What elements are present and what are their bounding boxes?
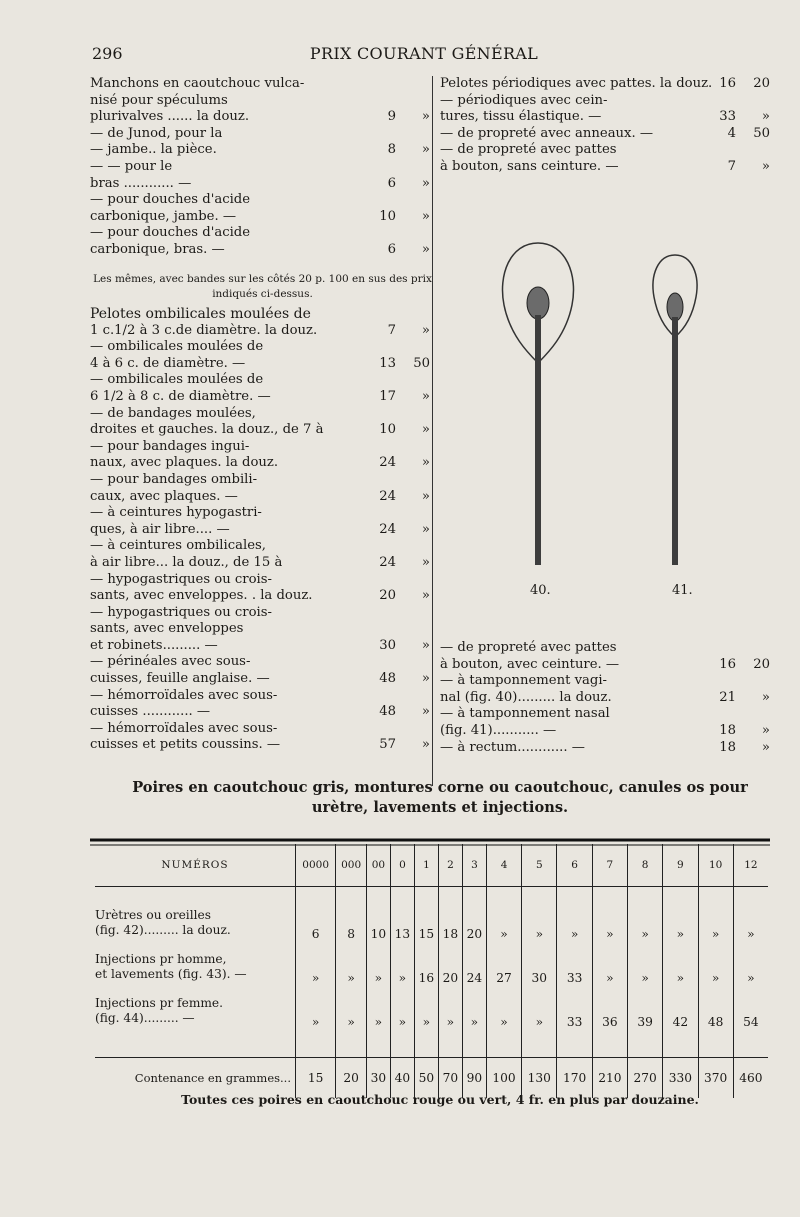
table-cell: » bbox=[733, 887, 768, 946]
item-label: Manchons en caoutchouc vulca- bbox=[90, 76, 305, 91]
price-centimes: » bbox=[421, 175, 430, 191]
list-item bbox=[90, 704, 430, 721]
contenance-cell: 30 bbox=[366, 1058, 390, 1099]
column-header: 0 bbox=[390, 844, 414, 887]
item-label: bras ............ — bbox=[90, 175, 192, 191]
list-item bbox=[90, 721, 430, 738]
price-francs: 30 bbox=[379, 637, 396, 653]
item-label: — hémorroïdales avec sous- bbox=[90, 720, 278, 736]
list-item bbox=[90, 605, 430, 622]
item-label: tures, tissu élastique. — bbox=[440, 109, 602, 125]
item-label: — jambe.. la pièce. bbox=[90, 142, 217, 158]
table-cell: 39 bbox=[627, 989, 662, 1033]
price-francs: 8 bbox=[387, 142, 396, 158]
list-item bbox=[440, 159, 770, 176]
list-item bbox=[90, 671, 430, 688]
list-item bbox=[90, 159, 430, 176]
column-header: 000 bbox=[336, 844, 367, 887]
table-row bbox=[95, 989, 768, 1033]
column-header: 10 bbox=[698, 844, 733, 887]
item-label: — ombilicales moulées de bbox=[90, 339, 264, 355]
item-label: — de propreté avec pattes bbox=[440, 142, 617, 158]
table-cell: 8 bbox=[336, 887, 367, 946]
table-cell: » bbox=[663, 887, 698, 946]
right-column-bottom bbox=[440, 640, 770, 756]
price-francs: 33 bbox=[719, 109, 736, 125]
column-header: 00 bbox=[366, 844, 390, 887]
list-item bbox=[90, 505, 430, 522]
price-francs: 7 bbox=[727, 158, 736, 174]
row-label-line1: Injections pr femme. bbox=[95, 996, 224, 1010]
price-francs: 24 bbox=[379, 554, 396, 570]
list-item bbox=[90, 323, 430, 340]
page-number: 296 bbox=[92, 44, 123, 63]
contenance-cell: 210 bbox=[592, 1058, 627, 1099]
list-item bbox=[90, 737, 430, 754]
table-cell: 18 bbox=[438, 887, 462, 946]
table-cell: » bbox=[336, 989, 367, 1033]
table-cell: » bbox=[698, 887, 733, 946]
list-item bbox=[90, 406, 430, 423]
column-header: 8 bbox=[627, 844, 662, 887]
price-centimes: » bbox=[421, 588, 430, 604]
price-centimes: 50 bbox=[753, 125, 770, 141]
table-cell: » bbox=[462, 989, 486, 1033]
column-divider bbox=[432, 76, 433, 786]
price-francs: 10 bbox=[379, 422, 396, 438]
table-cell: 24 bbox=[462, 945, 486, 989]
table-cell: » bbox=[390, 989, 414, 1033]
contenance-label: Contenance en grammes... bbox=[134, 1071, 291, 1085]
row-label bbox=[95, 989, 296, 1033]
table-cell: » bbox=[438, 989, 462, 1033]
figure-41-illustration bbox=[653, 255, 697, 565]
list-item bbox=[90, 555, 430, 572]
price-centimes: » bbox=[421, 488, 430, 504]
footer-note: Toutes ces poires en caoutchouc rouge ou vert, 4 fr. en plus par douzaine. bbox=[181, 1092, 699, 1107]
item-label: 6 1/2 à 8 c. de diamètre. — bbox=[90, 388, 271, 404]
item-label: (fig. 41)........... — bbox=[440, 722, 557, 738]
price-francs: 18 bbox=[719, 739, 736, 755]
table-row bbox=[95, 887, 768, 946]
contenance-cell: 460 bbox=[733, 1058, 768, 1099]
list-item bbox=[90, 356, 430, 373]
item-label: — périodiques avec cein- bbox=[440, 92, 608, 108]
table-cell: » bbox=[733, 945, 768, 989]
item-label: Pelotes périodiques avec pattes. la douz. bbox=[440, 76, 713, 91]
price-francs: 21 bbox=[719, 689, 736, 705]
price-francs: 6 bbox=[387, 241, 396, 257]
column-header: 9 bbox=[663, 844, 698, 887]
item-label: carbonique, jambe. — bbox=[90, 208, 237, 224]
list-item bbox=[440, 142, 770, 159]
price-centimes: » bbox=[761, 158, 770, 174]
page-header bbox=[92, 44, 756, 66]
spacer-row bbox=[95, 1033, 768, 1058]
price-centimes: » bbox=[421, 109, 430, 125]
item-label: — périnéales avec sous- bbox=[90, 654, 251, 670]
price-francs: 10 bbox=[379, 208, 396, 224]
list-item bbox=[90, 638, 430, 655]
item-label: — — pour le bbox=[90, 158, 173, 174]
list-item bbox=[90, 142, 430, 159]
table-cell: » bbox=[486, 989, 521, 1033]
table-cell: 42 bbox=[663, 989, 698, 1033]
item-label: caux, avec plaques. — bbox=[90, 488, 238, 504]
table-cell: » bbox=[296, 989, 336, 1033]
item-label: sants, avec enveloppes bbox=[90, 621, 244, 637]
price-francs: 16 bbox=[719, 76, 736, 91]
price-francs: 17 bbox=[379, 388, 396, 404]
table-cell: 6 bbox=[296, 887, 336, 946]
column-header: 7 bbox=[592, 844, 627, 887]
table-cell: » bbox=[336, 945, 367, 989]
table-cell: 30 bbox=[522, 945, 557, 989]
price-francs: 48 bbox=[379, 671, 396, 687]
table-cell: » bbox=[592, 887, 627, 946]
row-label-line1: Injections pr homme, bbox=[95, 952, 227, 966]
contenance-cell: 370 bbox=[698, 1058, 733, 1099]
section-title: Poires en caoutchouc gris, montures corne ou caoutchouc, canules os pour urètre, lavements et injections. bbox=[132, 779, 748, 816]
item-label: — pour bandages ingui- bbox=[90, 438, 250, 454]
price-francs: 48 bbox=[379, 704, 396, 720]
price-centimes: » bbox=[421, 554, 430, 570]
table-cell: 33 bbox=[557, 989, 592, 1033]
table-cell: » bbox=[663, 945, 698, 989]
table-cell: » bbox=[592, 945, 627, 989]
item-label: 1 c.1/2 à 3 c.de diamètre. la douz. bbox=[90, 322, 318, 338]
running-title: PRIX COURANT GÉNÉRAL bbox=[309, 44, 539, 63]
price-centimes: » bbox=[421, 241, 430, 257]
item-label: — de bandages moulées, bbox=[90, 405, 256, 421]
table-cell: » bbox=[557, 887, 592, 946]
list-item bbox=[90, 93, 430, 110]
column-header: 4 bbox=[486, 844, 521, 887]
price-centimes: 20 bbox=[753, 76, 770, 91]
table-cell: » bbox=[486, 887, 521, 946]
contenance-cell: 270 bbox=[627, 1058, 662, 1099]
price-centimes: » bbox=[421, 322, 430, 338]
price-francs: 18 bbox=[719, 722, 736, 738]
table-cell: » bbox=[698, 945, 733, 989]
item-label: — de propreté avec pattes bbox=[440, 640, 617, 655]
list-item bbox=[90, 588, 430, 605]
table-cell: » bbox=[366, 945, 390, 989]
item-label: cuisses et petits coussins. — bbox=[90, 737, 281, 753]
list-item bbox=[90, 242, 430, 259]
list-item bbox=[440, 93, 770, 110]
list-item bbox=[90, 621, 430, 638]
table-cell: 16 bbox=[414, 945, 438, 989]
price-francs: 24 bbox=[379, 488, 396, 504]
table-cell: 27 bbox=[486, 945, 521, 989]
column-header: 3 bbox=[462, 844, 486, 887]
table-cell: 48 bbox=[698, 989, 733, 1033]
price-centimes: » bbox=[421, 208, 430, 224]
item-label: ques, à air libre.... — bbox=[90, 521, 230, 537]
item-label: — à ceintures hypogastri- bbox=[90, 505, 262, 521]
price-centimes: » bbox=[421, 704, 430, 720]
list-item bbox=[90, 372, 430, 389]
item-label: cuisses, feuille anglaise. — bbox=[90, 671, 270, 687]
list-item bbox=[90, 209, 430, 226]
pelotes-heading: Pelotes ombilicales moulées de bbox=[90, 306, 311, 322]
item-label: — hémorroïdales avec sous- bbox=[90, 687, 278, 703]
item-label: à air libre... la douz., de 15 à bbox=[90, 554, 283, 570]
table-cell: 10 bbox=[366, 887, 390, 946]
list-item bbox=[440, 740, 770, 757]
price-francs: 20 bbox=[379, 588, 396, 604]
list-item bbox=[90, 522, 430, 539]
row-label bbox=[95, 887, 296, 946]
list-item bbox=[90, 225, 430, 242]
list-item bbox=[90, 389, 430, 406]
table-cell: 54 bbox=[733, 989, 768, 1033]
price-francs: 57 bbox=[379, 737, 396, 753]
contenance-cell: 330 bbox=[663, 1058, 698, 1099]
row-label-line2: (fig. 42)......... la douz. bbox=[95, 923, 231, 937]
list-item bbox=[90, 489, 430, 506]
price-table bbox=[95, 844, 768, 1098]
column-header: 5 bbox=[522, 844, 557, 887]
item-label: — à ceintures ombilicales, bbox=[90, 538, 266, 554]
list-item bbox=[90, 472, 430, 489]
contenance-cell: 20 bbox=[336, 1058, 367, 1099]
list-item bbox=[440, 640, 770, 657]
list-item bbox=[440, 723, 770, 740]
list-item bbox=[440, 690, 770, 707]
list-item bbox=[90, 126, 430, 143]
list-item bbox=[90, 654, 430, 671]
price-francs: 4 bbox=[727, 125, 736, 141]
table-cell: 20 bbox=[462, 887, 486, 946]
price-francs: 24 bbox=[379, 455, 396, 471]
list-item bbox=[90, 176, 430, 193]
price-centimes: » bbox=[761, 739, 770, 755]
item-label: plurivalves ...... la douz. bbox=[90, 109, 250, 125]
item-label: — pour bandages ombili- bbox=[90, 471, 258, 487]
list-item bbox=[90, 339, 430, 356]
column-header: 12 bbox=[733, 844, 768, 887]
price-francs: 16 bbox=[719, 656, 736, 672]
list-item bbox=[90, 455, 430, 472]
item-label: carbonique, bras. — bbox=[90, 241, 225, 257]
row-label-line1: Urètres ou oreilles bbox=[95, 908, 211, 922]
list-item bbox=[90, 76, 430, 93]
item-label: — à tamponnement vagi- bbox=[440, 673, 607, 689]
price-francs: 9 bbox=[387, 109, 396, 125]
price-centimes: » bbox=[421, 671, 430, 687]
table-cell: » bbox=[390, 945, 414, 989]
table-row bbox=[95, 945, 768, 989]
price-francs: 7 bbox=[387, 322, 396, 338]
table-cell: » bbox=[522, 989, 557, 1033]
price-centimes: » bbox=[421, 521, 430, 537]
table-header-row bbox=[95, 844, 768, 887]
table-cell: 15 bbox=[414, 887, 438, 946]
item-label: à bouton, avec ceinture. — bbox=[440, 656, 620, 672]
item-label: — hypogastriques ou crois- bbox=[90, 571, 272, 587]
column-header: 1 bbox=[414, 844, 438, 887]
header-label: NUMÉROS bbox=[95, 844, 296, 887]
item-label: — ombilicales moulées de bbox=[90, 372, 264, 388]
contenance-cell: 40 bbox=[390, 1058, 414, 1099]
item-label: et robinets......... — bbox=[90, 637, 218, 653]
pessary-illustrations bbox=[490, 235, 710, 590]
row-label bbox=[95, 945, 296, 989]
pelotes-ombilicales-list bbox=[90, 306, 430, 754]
list-item bbox=[90, 538, 430, 555]
list-item bbox=[90, 422, 430, 439]
price-centimes: » bbox=[421, 388, 430, 404]
item-label: cuisses ............ — bbox=[90, 704, 211, 720]
price-centimes: 20 bbox=[753, 656, 770, 672]
list-item bbox=[440, 109, 770, 126]
item-label: nisé pour spéculums bbox=[90, 92, 228, 108]
price-centimes: » bbox=[761, 109, 770, 125]
price-centimes: » bbox=[421, 637, 430, 653]
table-cell: » bbox=[627, 945, 662, 989]
price-centimes: » bbox=[421, 737, 430, 753]
column-header: 2 bbox=[438, 844, 462, 887]
price-centimes: » bbox=[761, 722, 770, 738]
item-label: — de propreté avec anneaux. — bbox=[440, 125, 654, 141]
item-label: sants, avec enveloppes. . la douz. bbox=[90, 588, 313, 604]
contenance-cell: 50 bbox=[414, 1058, 438, 1099]
right-column-top bbox=[440, 76, 770, 176]
row-label-line2: (fig. 44)......... — bbox=[95, 1011, 195, 1025]
item-label: à bouton, sans ceinture. — bbox=[440, 158, 619, 174]
item-label: — de Junod, pour la bbox=[90, 125, 223, 141]
column-header: 6 bbox=[557, 844, 592, 887]
contenance-cell: 15 bbox=[296, 1058, 336, 1099]
item-label: — hypogastriques ou crois- bbox=[90, 604, 272, 620]
price-centimes: » bbox=[421, 422, 430, 438]
list-item bbox=[90, 192, 430, 209]
item-label: — pour douches d'acide bbox=[90, 192, 251, 208]
item-label: naux, avec plaques. la douz. bbox=[90, 455, 279, 471]
table-cell: 20 bbox=[438, 945, 462, 989]
price-note: Les mêmes, avec bandes sur les côtés 20 p. 100 en sus des prix indiqués ci-dessus. bbox=[93, 273, 432, 300]
table-cell: » bbox=[522, 887, 557, 946]
table-cell: 13 bbox=[390, 887, 414, 946]
item-label: — à tamponnement nasal bbox=[440, 706, 610, 722]
item-label: nal (fig. 40)......... la douz. bbox=[440, 689, 612, 705]
row-label-line2: et lavements (fig. 43). — bbox=[95, 967, 247, 981]
list-item bbox=[90, 688, 430, 705]
list-item bbox=[440, 126, 770, 143]
table-cell: 33 bbox=[557, 945, 592, 989]
list-item bbox=[90, 572, 430, 589]
price-centimes: » bbox=[421, 455, 430, 471]
column-header: 0000 bbox=[296, 844, 336, 887]
contenance-cell: 170 bbox=[557, 1058, 592, 1099]
contenance-cell: 100 bbox=[486, 1058, 521, 1099]
contenance-cell: 70 bbox=[438, 1058, 462, 1099]
list-item bbox=[440, 76, 770, 93]
table-cell: » bbox=[296, 945, 336, 989]
item-label: 4 à 6 c. de diamètre. — bbox=[90, 355, 246, 371]
item-label: — à rectum............ — bbox=[440, 739, 585, 755]
item-label: droites et gauches. la douz., de 7 à bbox=[90, 422, 324, 438]
table-cell: » bbox=[627, 887, 662, 946]
figure-40-label: 40. bbox=[530, 583, 551, 598]
figure-41-label: 41. bbox=[672, 583, 693, 598]
price-francs: 6 bbox=[387, 175, 396, 191]
price-francs: 13 bbox=[379, 355, 396, 371]
list-item bbox=[90, 109, 430, 126]
list-item bbox=[440, 673, 770, 690]
table-cell: » bbox=[414, 989, 438, 1033]
list-item bbox=[90, 439, 430, 456]
price-centimes: » bbox=[761, 689, 770, 705]
price-centimes: 50 bbox=[413, 355, 430, 371]
list-item bbox=[440, 706, 770, 723]
price-centimes: » bbox=[421, 142, 430, 158]
table-cell: 36 bbox=[592, 989, 627, 1033]
contenance-cell: 130 bbox=[522, 1058, 557, 1099]
left-column bbox=[90, 76, 430, 259]
price-francs: 24 bbox=[379, 521, 396, 537]
figure-40-illustration bbox=[502, 243, 573, 565]
contenance-cell: 90 bbox=[462, 1058, 486, 1099]
item-label: — pour douches d'acide bbox=[90, 225, 251, 241]
list-item bbox=[440, 657, 770, 674]
table-cell: » bbox=[366, 989, 390, 1033]
